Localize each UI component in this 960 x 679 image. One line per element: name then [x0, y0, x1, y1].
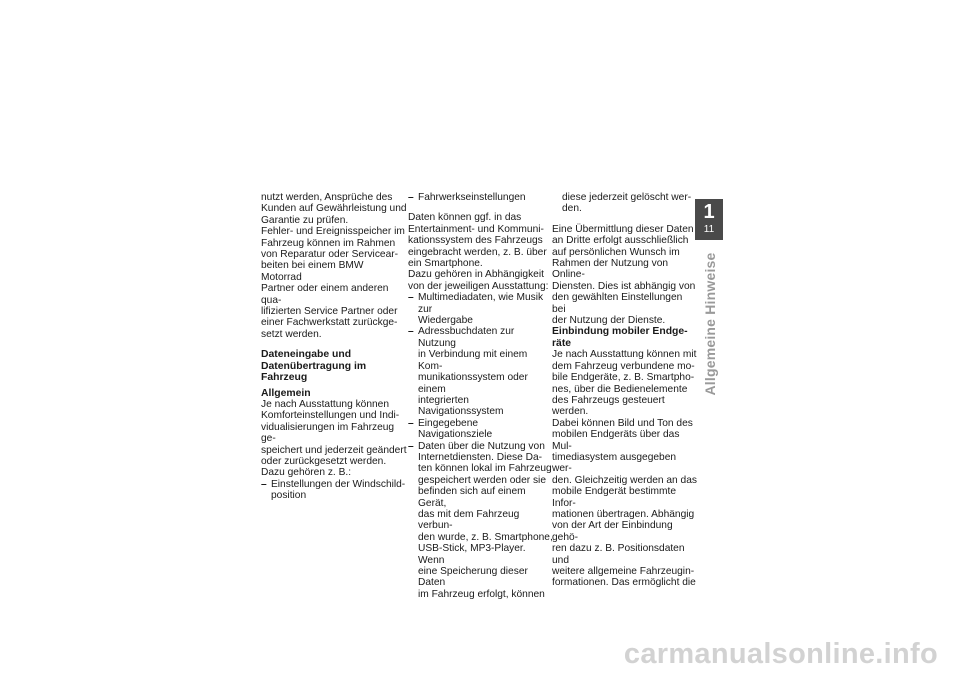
bullet-list [408, 292, 554, 600]
list-item: – Multimediadaten, wie Musik zur Wiedergabe [408, 292, 554, 326]
bullet-list [408, 192, 554, 203]
chapter-tab [695, 199, 723, 240]
subsection-heading: Allgemein [261, 387, 311, 399]
page-number: 11 [703, 224, 715, 235]
list-item-continuation: diese jederzeit gelöscht wer- den. [562, 192, 692, 215]
paragraph: Dazu gehören in Abhängigkeit von der jeweiligen Ausstattung: [408, 269, 549, 292]
section-heading: Dateneingabe und Datenübertragung im Fahrzeug [261, 349, 367, 384]
list-item: – Eingegebene Navigationsziele [408, 418, 554, 441]
paragraph: Eine Übermittlung dieser Daten an Dritte erfolgt ausschließlich auf persönlichen Wunsch im Rahmen der Nutzung von Online- Diensten. Dies ist abhängig von den gewählten Einstellungen bei der Nutzung der Dienste. [552, 223, 696, 327]
text-column-3 [552, 192, 698, 589]
list-item: – Daten über die Nutzung von Internetdiensten. Diese Da- ten können lokal im Fahrzeug gespeichert werden oder sie befinden sich auf einem Gerät, das mit dem Fahrzeug verbun- den wurde, z. B. Smartphone, USB-Stick, MP3-Player. Wenn eine Speicherung dieser Daten im Fahrzeug erfolgt, können [408, 441, 554, 601]
paragraph: Dabei können Bild und Ton des mobilen Endgeräts über das Mul- timediasystem ausgegeben wer- den. Gleichzeitig werden an das mobile Endgerät bestimmte Infor- mationen übertragen. Abhängig von der Art der Einbindung gehö- ren dazu z. B. Positionsdaten und weitere allgemeine Fahrzeugin- formationen. Das ermöglicht die [552, 417, 697, 589]
bullet-list [261, 479, 407, 502]
list-item: – Adressbuchdaten zur Nutzung in Verbindung mit einem Kom- munikationssystem oder einem integrierten Navigationssystem [408, 326, 554, 417]
paragraph: Daten können ggf. in das Entertainment- und Kommuni- kationssystem des Fahrzeugs eingebracht werden, z. B. über ein Smartphone. [408, 212, 547, 270]
paragraph: Fehler- und Ereignisspeicher im Fahrzeug können im Rahmen von Reparatur oder Servicear- beiten bei einem BMW Motorrad Partner oder einem anderen qua- lifizierten Service Partner oder einer Fachwerkstatt zurückge- setzt werden. [261, 226, 405, 340]
paragraph: Je nach Ausstattung können mit dem Fahrzeug verbundene mo- bile Endgeräte, z. B. Smartpho- nes, über die Bedienelemente des Fahrzeugs gesteuert werden. [552, 349, 697, 418]
chapter-title: Allgemeine Hinweise [702, 252, 718, 396]
paragraph: nutzt werden, Ansprüche des Kunden auf Gewährleistung und Garantie zu prüfen. [261, 192, 407, 226]
paragraph: Dazu gehören z. B.: [261, 467, 352, 479]
text-column-2 [408, 192, 554, 600]
watermark: carmanualsonline.info [623, 638, 938, 670]
list-item: – Fahrwerkseinstellungen [408, 192, 554, 203]
section-heading: Einbindung mobiler Endge- räte [552, 326, 688, 349]
list-item: – Einstellungen der Windschild- position [261, 479, 407, 502]
chapter-number: 1 [703, 201, 715, 223]
text-column-1 [261, 192, 407, 502]
paragraph: Je nach Ausstattung können Komforteinstellungen und Indi- vidualisierungen im Fahrzeug ge- speichert und jederzeit geändert oder zurückgesetzt werden. [261, 398, 407, 467]
